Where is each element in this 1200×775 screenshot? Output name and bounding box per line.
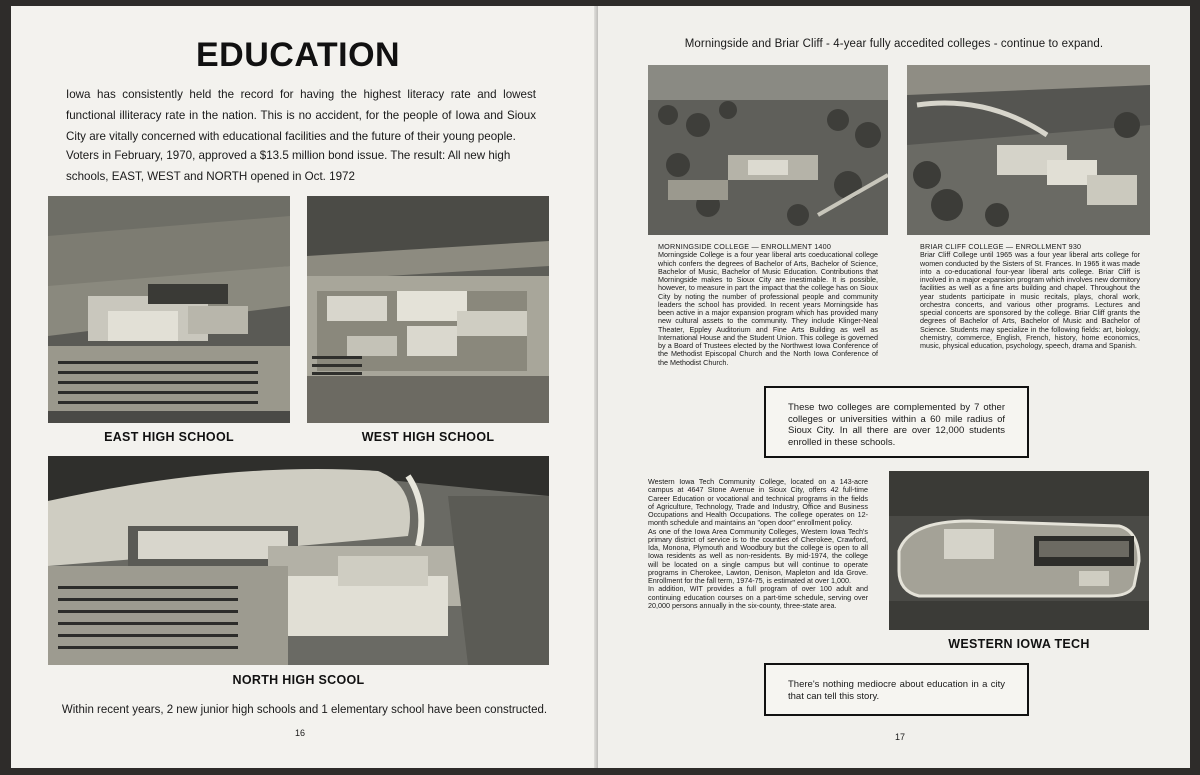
right-page bbox=[598, 6, 1190, 768]
colleges-radius-text: These two colleges are complemented by 7 other colleges or universities within a 60 mile radius of Sioux City. In all there are over 12,000 students enrolled in these schools. bbox=[788, 402, 1005, 448]
north-high-caption: NORTH HIGH SCOOL bbox=[232, 673, 365, 687]
west-high-photo bbox=[307, 196, 549, 423]
briar-cliff-description bbox=[920, 243, 1140, 350]
junior-high-note: Within recent years, 2 new junior high schools and 1 elementary school have been constructed. bbox=[61, 704, 548, 716]
page-number-16: 16 bbox=[295, 728, 306, 738]
briar-cliff-body: Briar Cliff College until 1965 was a four year liberal arts college for women conducted by the Sisters of St. Frances. In 1965 it was made into a co-educational four-year liberal arts college. Briar Cliff is involved in a major expansion program which involves new dormitory facilities as well as a fine arts building and chapel. Throughout the year students participate in music recitals, plays, choral work, orchestra concerts, and various other programs. Lectures and special concerts are sponsored by the college. Briar Cliff grants the degrees of Bachelor of Arts, Bachelor of Music and Bachelor of Science. Students may specialize in the following fields: art, biology, chemistry, commerce, English, French, history, home economics, music, physical education, psychology, speech, drama and Spanish. bbox=[920, 250, 1140, 350]
north-high-photo bbox=[48, 456, 549, 665]
quote-text: There's nothing mediocre about education in a city that can tell this story. bbox=[788, 679, 1005, 702]
east-high-caption: EAST HIGH SCHOOL bbox=[104, 430, 234, 444]
morningside-description bbox=[658, 243, 878, 367]
page-number-17: 17 bbox=[895, 732, 906, 742]
morningside-heading: MORNINGSIDE COLLEGE — ENROLLMENT 1400 bbox=[658, 242, 832, 251]
wit-paragraph-3: In addition, WIT provides a full program of over 100 adult and continuing education courses on a part-time schedule, serving over 20,000 persons annually in the six-county, three-state area. bbox=[648, 584, 868, 610]
wit-paragraph-2: As one of the Iowa Area Community Colleges, Western Iowa Tech's primary district of service is to the counties of Cherokee, Crawford, Ida, Monona, Plymouth and Woodbury but the college is open to all Iowa residents as well as non-residents. By mid-1974, the college will be located on a single campus but will continue to operate programs in Cherokee, Lawton, Denison, Mapleton and Ida Grove. Enrollment for the fall term, 1974-75, is estimated at over 1,000. bbox=[648, 526, 868, 585]
wit-description bbox=[648, 478, 868, 610]
briar-cliff-heading: BRIAR CLIFF COLLEGE — ENROLLMENT 930 bbox=[920, 242, 1082, 251]
bond-paragraph: Voters in February, 1970, approved a $13.5 million bond issue. The result: All new high schools, EAST, WEST and NORTH opened in Oct. 1972 bbox=[66, 149, 511, 183]
morningside-body: Morningside College is a four year liberal arts coeducational college which confers the degrees of Bachelor of Arts, Bachelor of Science, Bachelor of Music, Bachelor of Music Education. Contributions that Morningside makes to Sioux City are inestimable. It is possible, however, to measure in part the impact that the college has on Sioux City by noting the number of professional people and community leaders the school has provided. In recent years Morningside has been active in a major expansion program which has provided many new cultural assets to the community. They include Klinger-Neal Theater, Eppley Auditorium and Fine Arts Building as well as International House and the Student Union. This college is governed by a Board of Trustees elected by the Northwest Iowa Conference of the Methodist Episcopal Church and the North Iowa Conference of the Methodist Church. bbox=[658, 250, 878, 367]
quote-box bbox=[764, 663, 1029, 716]
briar-cliff-photo bbox=[907, 65, 1150, 235]
east-high-photo bbox=[48, 196, 290, 423]
west-high-caption: WEST HIGH SCHOOL bbox=[361, 430, 495, 444]
morningside-photo bbox=[648, 65, 888, 235]
intro-paragraph: Iowa has consistently held the record for having the highest literacy rate and lowest functional illiteracy rate in the nation. This is no accident, for the people of Iowa and Sioux City are vitally concerned with educational facilities and the future of their young people. bbox=[66, 88, 536, 143]
colleges-headline: Morningside and Briar Cliff - 4-year fully accedited colleges - continue to expand. bbox=[684, 38, 1104, 50]
left-page bbox=[11, 6, 598, 768]
western-iowa-tech-photo bbox=[889, 471, 1149, 630]
colleges-radius-box bbox=[764, 386, 1029, 458]
wit-paragraph-1: Western Iowa Tech Community College, located on a 143-acre campus at 4647 Stone Avenue in Sioux City, offers 42 full-time Career Education or vocational and technical programs in the fields of Agriculture, Technology, Trade and Industry, Office and Business Occupations and Health Occupations. The college operates on 12-month schedule and maintains an "open door" enrollment policy. bbox=[648, 477, 868, 528]
page-title: EDUCATION bbox=[196, 36, 401, 74]
western-iowa-tech-caption: WESTERN IOWA TECH bbox=[948, 637, 1090, 651]
